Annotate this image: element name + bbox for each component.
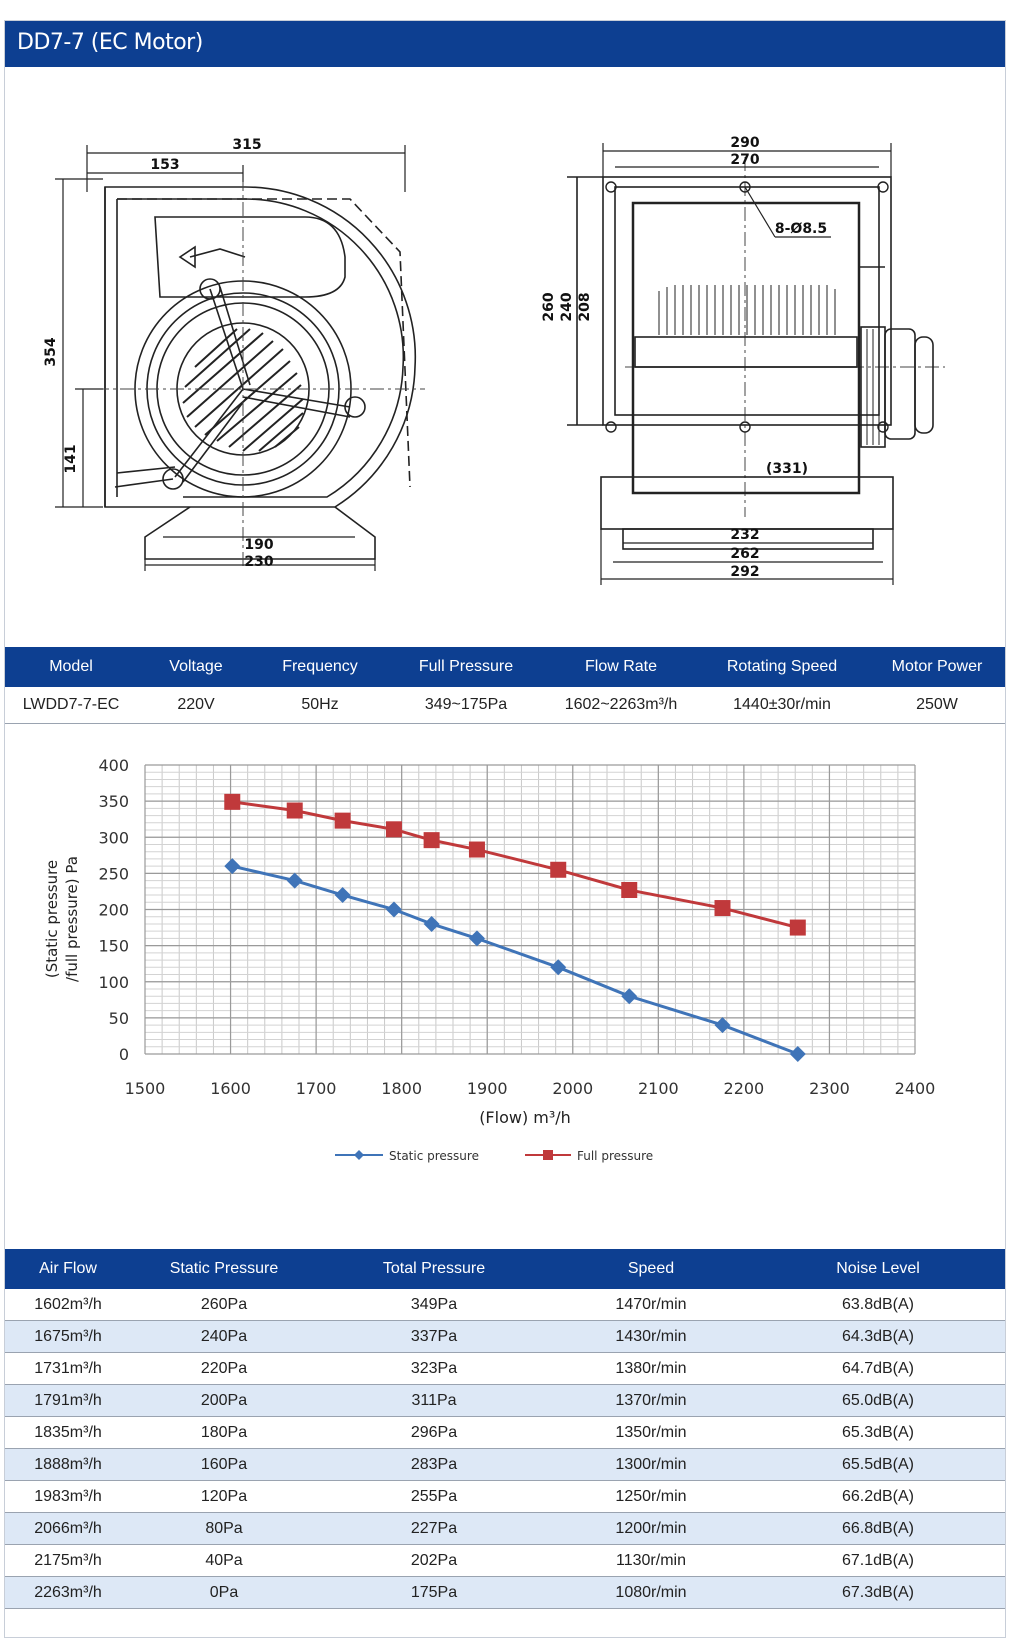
- table-cell: 1983m³/h: [34, 1487, 102, 1505]
- x-tick-label: 2100: [637, 1079, 679, 1098]
- table-cell: 0Pa: [209, 1583, 239, 1601]
- data-point-static: [550, 959, 566, 975]
- dim-208: 208: [577, 292, 593, 322]
- table-row: [5, 1353, 1005, 1385]
- table-cell: 1430r/min: [615, 1327, 687, 1345]
- page-title: DD7-7 (EC Motor): [17, 30, 203, 55]
- y-tick-label: 250: [98, 864, 129, 884]
- table-cell: 311Pa: [411, 1391, 457, 1409]
- spec-frequency: 50Hz: [301, 696, 339, 713]
- table-cell: 240Pa: [200, 1327, 248, 1345]
- table-cell: 66.8dB(A): [841, 1519, 915, 1537]
- legend-full-marker: [543, 1150, 553, 1160]
- table-cell: 180Pa: [200, 1423, 248, 1441]
- data-point-full: [790, 920, 806, 936]
- spec-header-motor-power: Motor Power: [891, 658, 983, 675]
- table-cell: 67.3dB(A): [841, 1583, 915, 1601]
- y-tick-label: 100: [98, 972, 129, 992]
- dim-230: 230: [244, 554, 274, 570]
- dim-315: 315: [232, 137, 262, 153]
- table-row: [5, 1385, 1005, 1417]
- legend-full-label: Full pressure: [577, 1149, 654, 1163]
- table-cell: 63.8dB(A): [841, 1295, 915, 1313]
- table-cell: 1888m³/h: [34, 1455, 102, 1473]
- data-point-static: [424, 916, 440, 932]
- data-point-full: [335, 813, 351, 829]
- perf-header-speed: Speed: [627, 1260, 675, 1277]
- blower-drawing-svg: [5, 67, 1005, 641]
- spec-model: LWDD7-7-EC: [22, 696, 120, 713]
- dim-141: 141: [63, 444, 79, 474]
- data-point-full: [287, 803, 303, 819]
- chart-ylabel-line2: /full pressure) Pa: [63, 856, 81, 982]
- x-tick-label: 2300: [809, 1079, 850, 1098]
- table-cell: 227Pa: [410, 1519, 458, 1537]
- table-row: [5, 1449, 1005, 1481]
- spec-header-rotating-speed: Rotating Speed: [726, 658, 838, 675]
- table-cell: 1791m³/h: [34, 1391, 102, 1409]
- spec-header-model: Model: [49, 658, 93, 675]
- y-tick-label: 300: [98, 828, 129, 848]
- table-cell: 200Pa: [200, 1391, 248, 1409]
- perf-header-total-pressure: Total Pressure: [382, 1260, 486, 1277]
- dim-270: 270: [730, 152, 760, 168]
- table-cell: 255Pa: [410, 1487, 458, 1505]
- data-point-static: [287, 873, 303, 889]
- x-tick-label: 1800: [381, 1079, 423, 1098]
- data-point-full: [621, 882, 637, 898]
- table-row: [5, 1481, 1005, 1513]
- x-tick-label: 1500: [124, 1079, 166, 1098]
- data-point-static: [715, 1017, 731, 1033]
- legend-static-label: Static pressure: [389, 1149, 479, 1163]
- table-cell: 1470r/min: [615, 1295, 687, 1313]
- table-cell: 1200r/min: [615, 1519, 687, 1537]
- table-cell: 1250r/min: [615, 1487, 687, 1505]
- spec-full-pressure: 349~175Pa: [424, 696, 508, 713]
- technical-drawing: [5, 67, 1005, 641]
- data-point-static: [386, 902, 402, 918]
- table-cell: 1731m³/h: [34, 1359, 102, 1377]
- table-cell: 80Pa: [205, 1519, 243, 1537]
- table-cell: 66.2dB(A): [841, 1487, 915, 1505]
- x-tick-label: 1700: [295, 1079, 337, 1098]
- table-cell: 296Pa: [410, 1423, 458, 1441]
- x-tick-label: 1900: [466, 1079, 508, 1098]
- table-cell: 64.7dB(A): [841, 1359, 915, 1377]
- legend-static-marker: [354, 1150, 364, 1160]
- y-tick-label: 50: [108, 1008, 129, 1028]
- data-point-full: [386, 821, 402, 837]
- y-tick-label: 400: [98, 756, 129, 775]
- dim-240: 240: [559, 292, 575, 322]
- table-cell: 1835m³/h: [34, 1423, 102, 1441]
- data-point-full: [224, 794, 240, 810]
- table-cell: 67.1dB(A): [841, 1551, 915, 1569]
- y-tick-label: 200: [98, 900, 129, 920]
- y-tick-label: 150: [98, 936, 129, 956]
- dim-331: (331): [765, 461, 809, 477]
- dim-260: 260: [541, 292, 557, 322]
- dim-153: 153: [150, 157, 180, 173]
- series-line-full: [232, 802, 798, 928]
- table-cell: 1350r/min: [615, 1423, 687, 1441]
- perf-header-static-pressure: Static Pressure: [169, 1260, 279, 1277]
- spec-rotating-speed: 1440±30r/min: [733, 696, 831, 713]
- table-cell: 65.3dB(A): [841, 1423, 915, 1441]
- perf-header-air-flow: Air Flow: [39, 1260, 97, 1277]
- table-cell: 1380r/min: [615, 1359, 687, 1377]
- spec-motor-power: 250W: [916, 696, 958, 713]
- table-row: [5, 1577, 1005, 1609]
- title-bar: [5, 21, 1005, 67]
- table-row: [5, 1321, 1005, 1353]
- table-cell: 2263m³/h: [34, 1583, 102, 1601]
- y-tick-label: 0: [118, 1045, 129, 1064]
- table-cell: 1370r/min: [615, 1391, 687, 1409]
- data-point-full: [424, 832, 440, 848]
- table-cell: 260Pa: [200, 1295, 248, 1313]
- spec-table-header: [5, 647, 1005, 687]
- chart-svg: [5, 729, 1005, 1259]
- dim-292: 292: [730, 564, 760, 580]
- x-tick-label: 2000: [552, 1079, 594, 1098]
- x-tick-label: 1600: [210, 1079, 251, 1098]
- table-row: [5, 1417, 1005, 1449]
- spec-header-voltage: Voltage: [169, 658, 223, 675]
- dim-262: 262: [730, 546, 760, 562]
- table-cell: 1080r/min: [615, 1583, 687, 1601]
- dim-354: 354: [43, 337, 59, 367]
- table-cell: 2175m³/h: [34, 1551, 102, 1569]
- dim-hole-spec: 8-Ø8.5: [774, 221, 828, 237]
- chart-xlabel: (Flow) m³/h: [479, 1108, 571, 1127]
- chart-ylabel-line1: (Static pressure: [43, 859, 61, 979]
- table-cell: 323Pa: [410, 1359, 458, 1377]
- spec-table-row: [5, 687, 1005, 724]
- table-cell: 160Pa: [200, 1455, 248, 1473]
- data-point-full: [550, 862, 566, 878]
- data-point-static: [790, 1046, 806, 1062]
- data-point-full: [715, 900, 731, 916]
- dim-290: 290: [730, 135, 760, 151]
- performance-table-body: [5, 1289, 1005, 1609]
- data-point-full: [469, 842, 485, 858]
- dim-232: 232: [730, 527, 760, 543]
- perf-header-noise-level: Noise Level: [836, 1260, 920, 1277]
- table-cell: 220Pa: [200, 1359, 248, 1377]
- table-cell: 1130r/min: [616, 1551, 686, 1569]
- table-cell: 65.0dB(A): [841, 1391, 915, 1409]
- table-row: [5, 1545, 1005, 1577]
- performance-table-header: [5, 1249, 1005, 1289]
- table-cell: 202Pa: [410, 1551, 458, 1569]
- table-cell: 40Pa: [205, 1551, 243, 1569]
- x-tick-label: 2200: [723, 1079, 765, 1098]
- y-tick-label: 350: [98, 792, 129, 812]
- table-row: [5, 1289, 1005, 1321]
- table-cell: 175Pa: [410, 1583, 458, 1601]
- spec-header-flow-rate: Flow Rate: [584, 658, 658, 675]
- table-cell: 65.5dB(A): [841, 1455, 915, 1473]
- performance-chart: [5, 729, 1005, 1259]
- table-cell: 337Pa: [410, 1327, 458, 1345]
- table-cell: 1602m³/h: [34, 1295, 102, 1313]
- table-cell: 120Pa: [200, 1487, 248, 1505]
- spec-header-full-pressure: Full Pressure: [418, 658, 514, 675]
- chart-legend: [335, 1149, 653, 1163]
- table-cell: 1300r/min: [615, 1455, 687, 1473]
- data-point-static: [224, 858, 240, 874]
- data-point-static: [469, 930, 485, 946]
- spec-header-frequency: Frequency: [282, 658, 358, 675]
- dim-190: 190: [244, 537, 274, 553]
- table-cell: 283Pa: [410, 1455, 458, 1473]
- spec-flow-rate: 1602~2263m³/h: [564, 696, 678, 713]
- table-cell: 64.3dB(A): [841, 1327, 915, 1345]
- table-row: [5, 1513, 1005, 1545]
- table-cell: 2066m³/h: [34, 1519, 102, 1537]
- spec-voltage: 220V: [177, 696, 215, 713]
- x-tick-label: 2400: [894, 1079, 936, 1098]
- data-point-static: [335, 887, 351, 903]
- table-cell: 349Pa: [410, 1295, 458, 1313]
- table-cell: 1675m³/h: [34, 1327, 102, 1345]
- datasheet: [4, 20, 1006, 1638]
